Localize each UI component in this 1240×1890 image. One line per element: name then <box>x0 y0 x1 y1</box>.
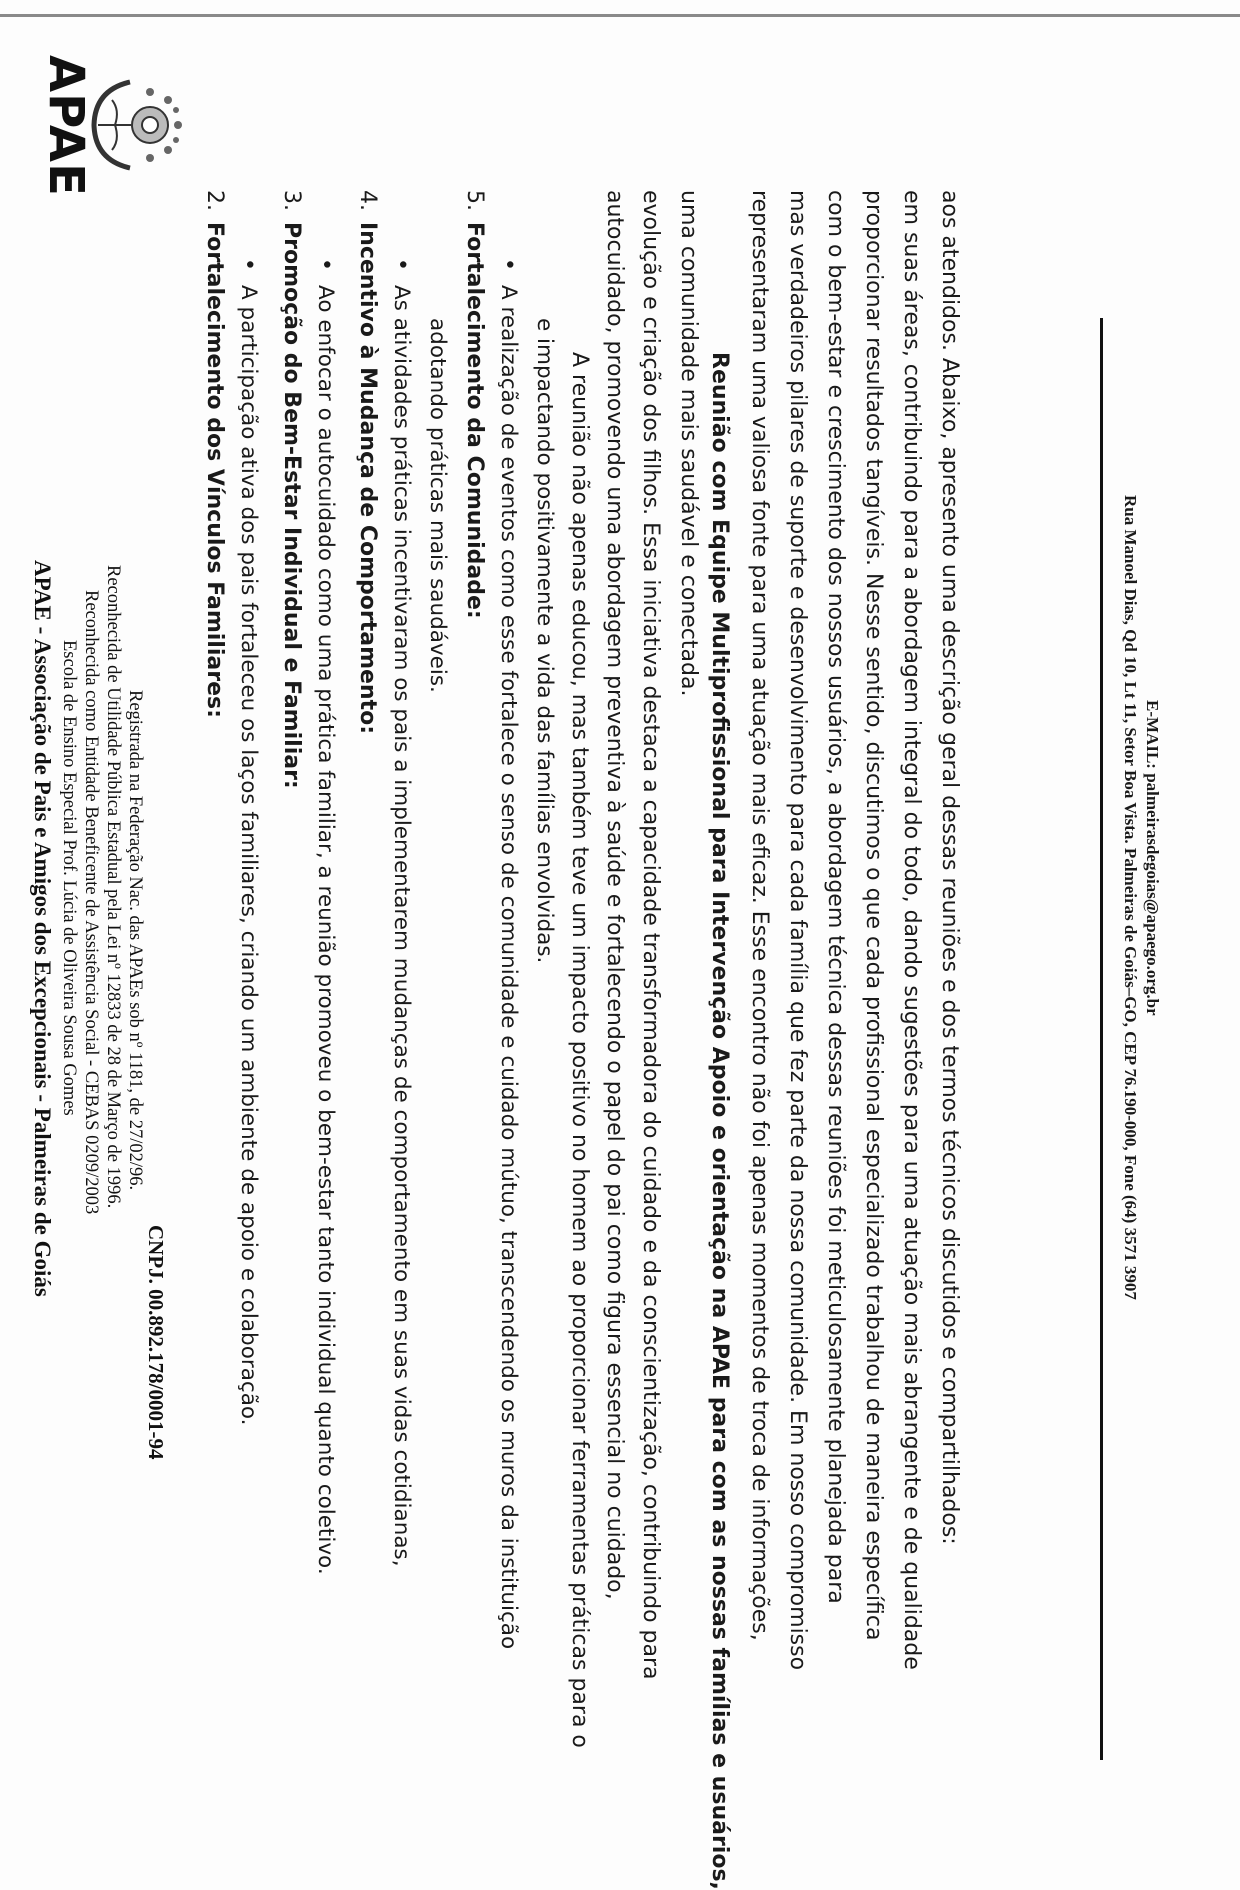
paragraph-line: em suas áreas, contribuindo para a abordagem integral do todo, dando sugestões para uma atuação mais abrangente e de qualidade <box>899 190 924 1670</box>
header-line-3: Reconhecida de Utilidade Pública Estadual pela Lei nº 12833 de 28 de Março de 1996. <box>103 565 123 1209</box>
bullet-text: As atividades práticas incentivaram os pais a implementarem mudanças de comportamento em suas vidas cotidianas, <box>389 285 414 1567</box>
footer-address: Rua Manoel Dias, Qd 10, Lt 11, Setor Boa Vista. Palmeiras de Goiás–GO, CEP 76.190-000, Fone (64) 3571 3907 <box>1121 495 1140 1300</box>
bullet-text: e impactando positivamente a vida das famílias envolvidas. <box>532 318 557 964</box>
paragraph-line: evolução e criação dos filhos. Essa iniciativa destaca a capacidade transformadora do cuidado e da conscientização, contribuindo para <box>638 190 663 1680</box>
header-line-2: Reconhecida como Entidade Beneficente de Assistência Social - CEBAS 0209/2003 <box>81 590 101 1215</box>
header-line-1: Escola de Ensino Especial Prof. Lúcia de Oliveira Sousa Gomes <box>59 640 79 1116</box>
bullet-text: A realização de eventos como esse fortalece o senso de comunidade e cuidado mútuo, transcendendo os muros da instituição <box>496 285 521 1650</box>
section-number: 3. <box>279 190 304 211</box>
paragraph-line: com o bem-estar e crescimento dos nossos usuários, a abordagem técnica dessas reuniões foi meticulosamente planejada para <box>823 190 848 1604</box>
section-number: 2. <box>202 190 227 211</box>
header-title: APAE - Associação de Pais e Amigos dos Excepcionais - Palmeiras de Goiás <box>30 560 55 1297</box>
header-line-4: Registrada na Federação Nac. das APAEs sob nº 1181, de 27/02/96. <box>125 690 145 1191</box>
bullet-icon: • <box>389 258 414 271</box>
footer-email: E-MAIL: palmeirasdegoias@apaego.org.br <box>1143 700 1162 1016</box>
bullet-text: adotando práticas mais saudáveis. <box>425 318 450 693</box>
paragraph-line: autocuidado, promovendo uma abordagem preventiva à saúde e fortalecendo o papel do pai como figura essencial no cuidado, <box>602 190 627 1600</box>
paragraph-line: mas verdadeiros pilares de suporte e desenvolvimento para cada família que fez parte da nossa comunidade. Em nosso compromisso <box>785 190 810 1671</box>
section-heading: Incentivo à Mudança de Comportamento: <box>355 222 380 735</box>
bullet-icon: • <box>236 258 261 271</box>
flower-hands-icon <box>90 70 190 180</box>
section-number: 5. <box>462 190 487 211</box>
paragraph-line: uma comunidade mais saudável e conectada. <box>676 190 701 697</box>
bullet-text: Ao enfocar o autocuidado como uma prática familiar, a reunião promoveu o bem-estar tanto individual quanto coletivo. <box>313 285 338 1575</box>
paragraph-lead: Reunião com Equipe Multiprofissional para Intervenção Apoio e orientação na APAE para com as nossas famílias e usuários, <box>707 352 732 1890</box>
logo-text: APAE <box>38 55 94 197</box>
section-heading: Promoção do Bem-Estar Individual e Familiar: <box>279 222 304 789</box>
section-number: 4. <box>355 190 380 211</box>
footer-rule <box>1100 318 1103 1760</box>
paragraph-line: proporcionar resultados tangíveis. Nesse sentido, discutimos o que cada profissional especializado trabalhou de maneira específica <box>861 190 886 1641</box>
bullet-icon: • <box>313 258 338 271</box>
apae-logo <box>38 55 190 197</box>
paragraph-line: representaram uma valiosa fonte para uma atuação mais eficaz. Esse encontro não foi apenas momentos de troca de informações, <box>747 190 772 1641</box>
paragraph-line: A reunião não apenas educou, mas também teve um impacto positivo no homem ao proporcionar ferramentas práticas para o <box>567 352 592 1748</box>
bullet-icon: • <box>496 258 521 271</box>
bullet-text: A participação ativa dos pais fortaleceu os laços familiares, criando um ambiente de apoio e colaboração. <box>236 285 261 1426</box>
header-cnpj: CNPJ. 00.892.178/0001-94 <box>144 1225 168 1460</box>
section-heading: Fortalecimento da Comunidade: <box>462 222 487 619</box>
paragraph-line: aos atendidos. Abaixo, apresento uma descrição geral dessas reuniões e dos termos técnicos discutidos e compartilhados: <box>937 190 962 1545</box>
section-heading: Fortalecimento dos Vínculos Familiares: <box>202 222 227 718</box>
